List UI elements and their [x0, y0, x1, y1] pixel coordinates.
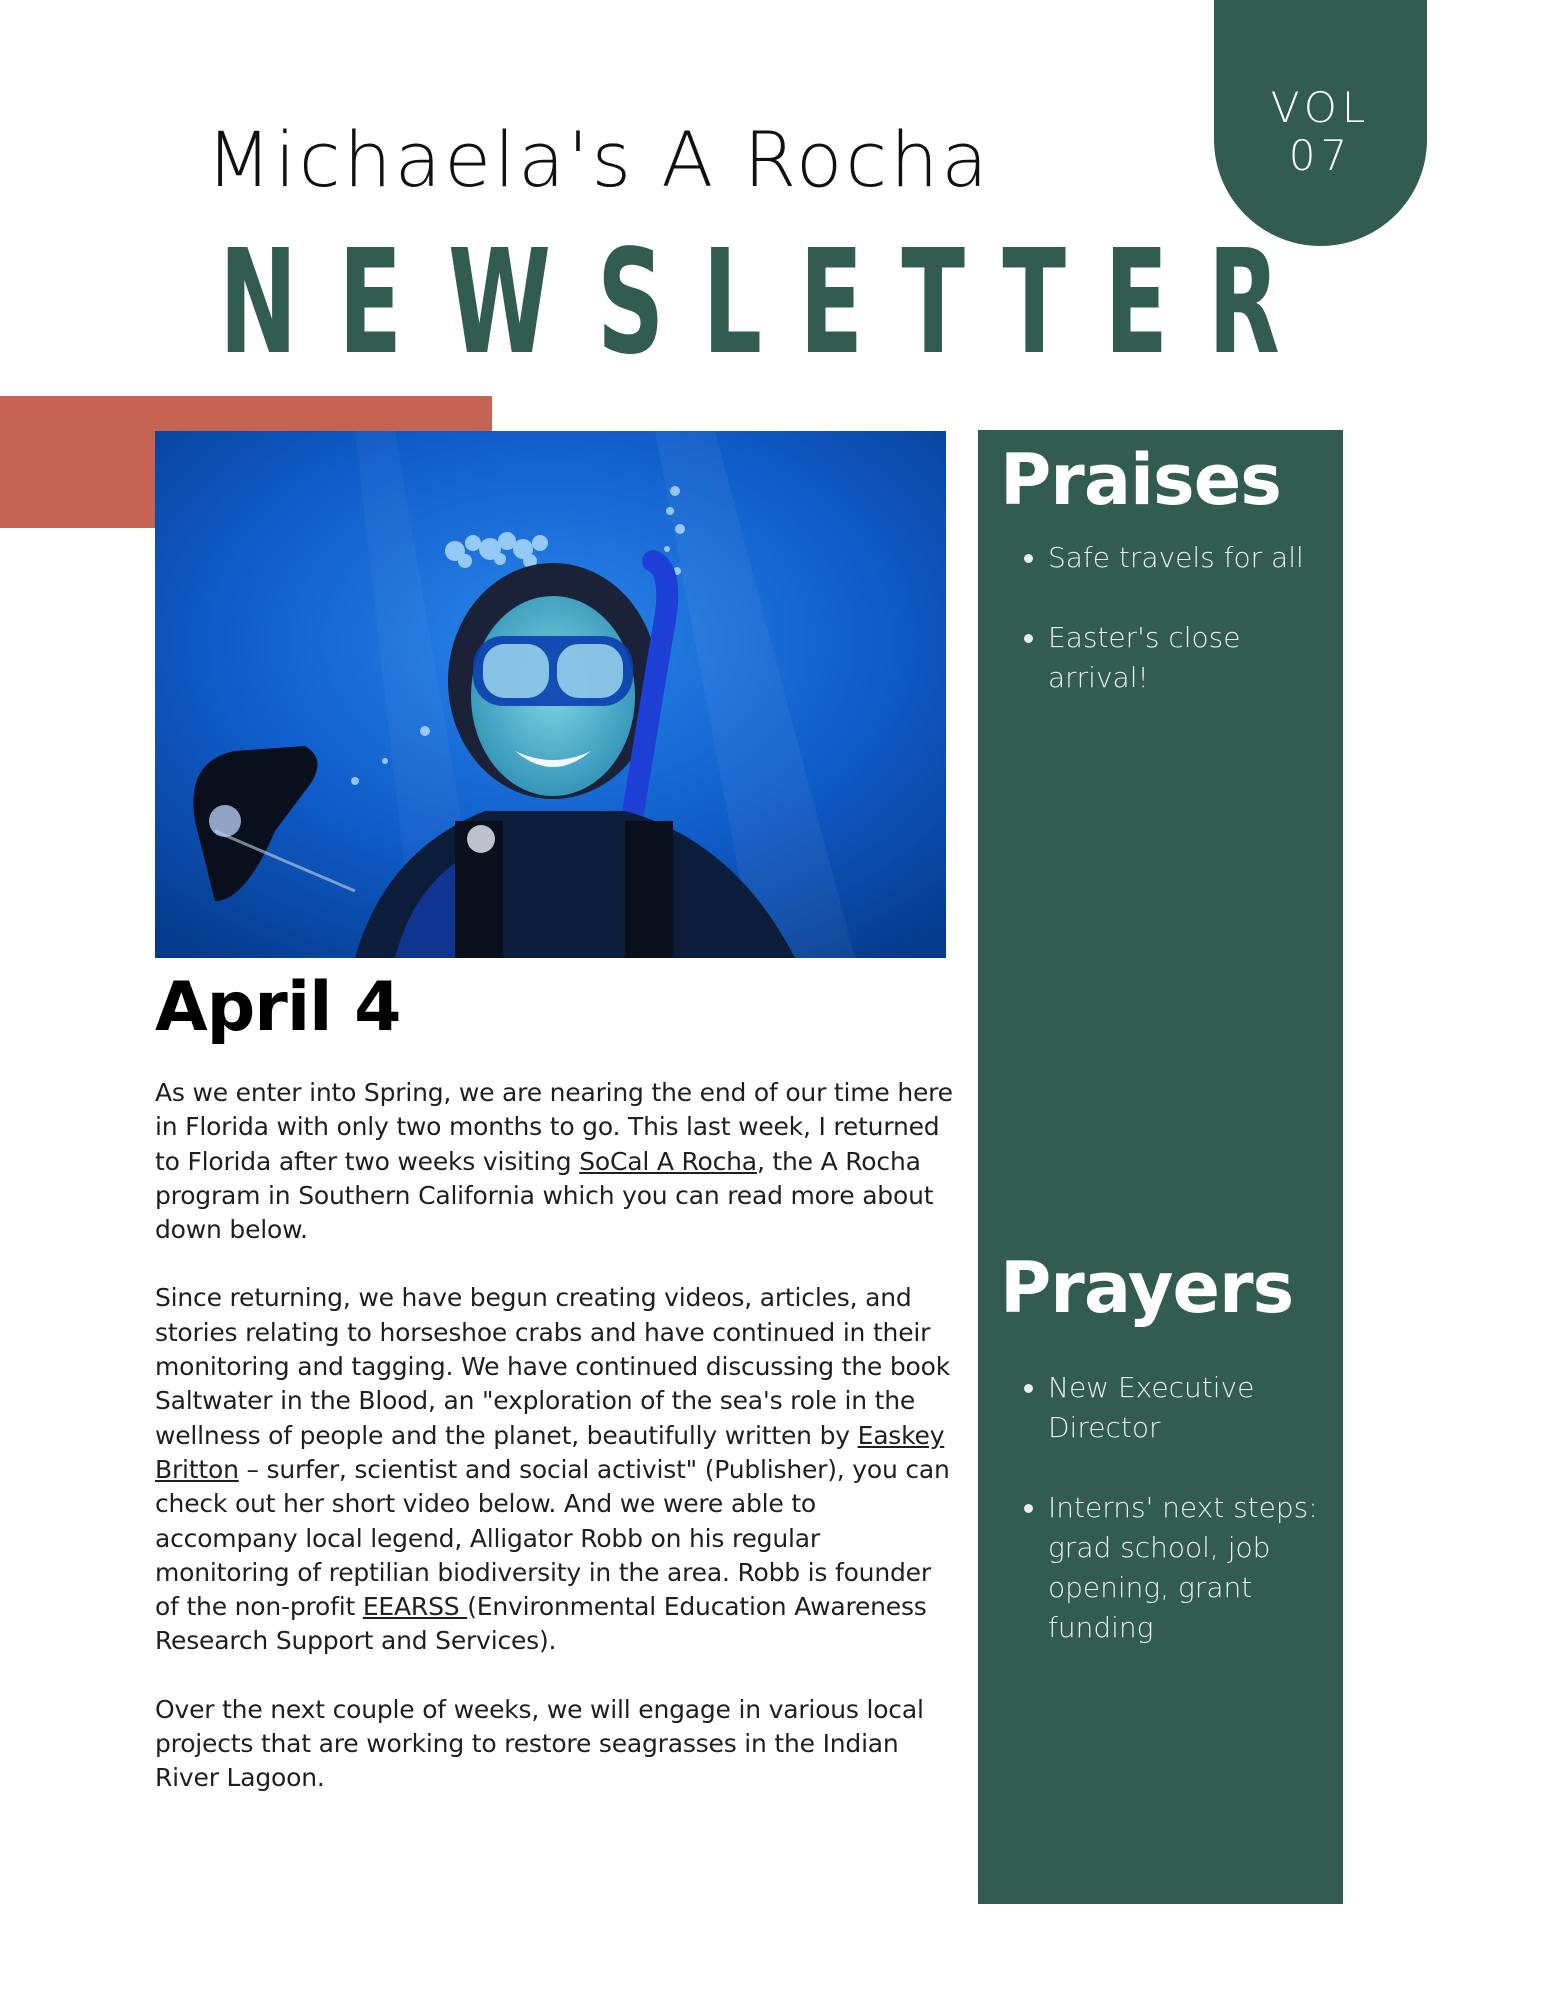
wordmark-letter: T [1002, 218, 1067, 386]
easkey-britton-link[interactable]: Easkey Britton [155, 1420, 945, 1484]
diver-photo [155, 431, 946, 958]
article-paragraph: Over the next couple of weeks, we will engage in various local projects that are working to restore seagrasses in the Indian River Lagoon. [155, 1694, 924, 1793]
newsletter-wordmark [204, 218, 1294, 386]
wordmark-letter: L [702, 218, 762, 386]
list-item: • Easter's close arrival! [1048, 618, 1330, 698]
volume-number: 07 [1288, 131, 1353, 180]
list-item: • New Executive Director [1048, 1368, 1330, 1448]
newsletter-title: Michaela's A Rocha [206, 115, 991, 204]
article-body [155, 1076, 955, 1830]
list-item: • Safe travels for all [1048, 538, 1330, 578]
wordmark-letter: R [1208, 218, 1280, 386]
list-item: • Interns' next steps: grad school, job opening, grant funding [1048, 1488, 1330, 1648]
eearss-link[interactable]: EEARSS [362, 1592, 468, 1622]
wordmark-letter: E [799, 218, 863, 386]
paragraph-text: – surfer, scientist and social activist" (Publisher), you can check out her short video below. And we were able to accompany local legend, Alligator Robb on his regular monitoring of reptilian biodiversity in the area. Robb is founder of the non-profit [155, 1454, 950, 1622]
praises-list [1000, 538, 1330, 738]
volume-label: VOL [1270, 83, 1371, 132]
paragraph-text: Since returning, we have begun creating videos, articles, and stories relating to horseshoe crabs and have continued in their monitoring and tagging. We have continued discussing the book Saltwater in the Blood, an "exploration of the sea's role in the wellness of people and the planet, beautifully written by [155, 1283, 951, 1450]
wordmark-letter: T [901, 218, 965, 386]
paragraph-text: As we enter into Spring, we are nearing the end of our time here in Florida with only two months to go. This last week, I returned to Florida after two weeks visiting [155, 1078, 953, 1176]
article-paragraph [155, 1076, 955, 1247]
diver-illustration [155, 431, 946, 958]
praises-prayers-panel [978, 430, 1343, 1904]
wordmark-letter: W [447, 218, 551, 386]
socal-a-rocha-link[interactable]: SoCal A Rocha [579, 1146, 757, 1176]
wordmark-letter: S [597, 218, 665, 386]
wordmark-letter: E [338, 218, 402, 386]
article-date: April 4 [155, 968, 401, 1047]
paragraph-text: (Environmental Education Awareness Research Support and Services). [155, 1592, 927, 1656]
paragraph-text: , the A Rocha program in Southern California which you can read more about down below. [155, 1146, 934, 1245]
prayers-list [1000, 1368, 1330, 1688]
wordmark-letter: E [1104, 218, 1169, 386]
article-paragraph [155, 1281, 955, 1658]
volume-badge [1214, 0, 1427, 246]
praises-heading: Praises [1000, 439, 1281, 521]
prayers-heading: Prayers [1000, 1247, 1294, 1329]
wordmark-letter: N [219, 218, 298, 386]
